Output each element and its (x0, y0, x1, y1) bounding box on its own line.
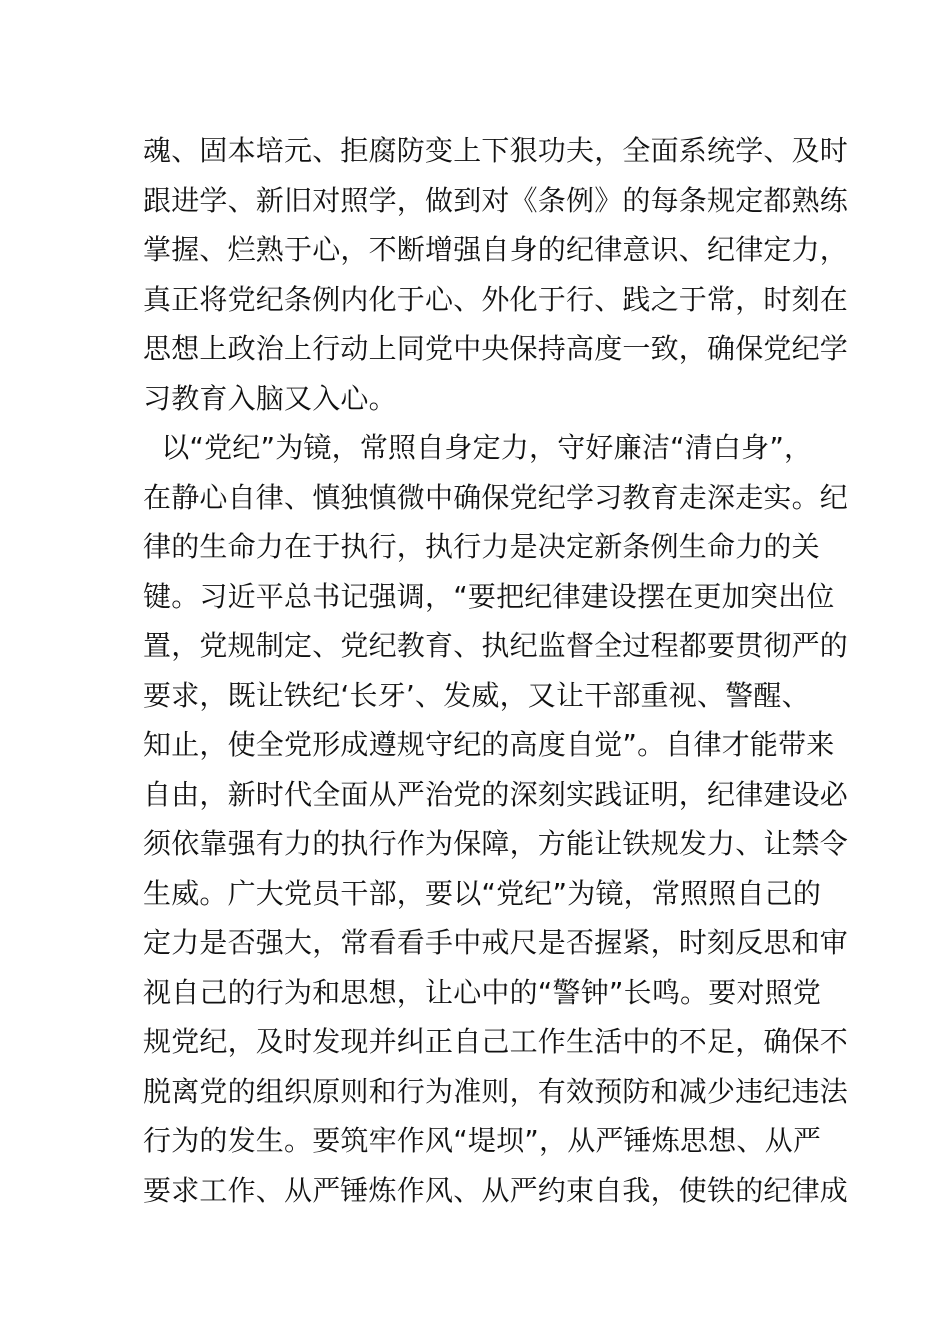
text-line: 知止，使全党形成遵规守纪的高度自觉”。自律才能带来 (143, 728, 835, 761)
text-line: 视自己的行为和思想，让心中的“警钟”长鸣。要对照党 (143, 976, 822, 1009)
text-line: 自由，新时代全面从严治党的深刻实践证明，纪律建设必 (143, 778, 849, 811)
text-line: 以“党纪”为镜，常照自身定力，守好廉洁“清白身”， (143, 431, 813, 464)
text-line: 须依靠强有力的执行作为保障，方能让铁规发力、让禁令 (143, 827, 849, 860)
text-line: 在静心自律、慎独慎微中确保党纪学习教育走深走实。纪 (143, 481, 849, 514)
text-line: 跟进学、新旧对照学，做到对《条例》的每条规定都熟练 (143, 184, 849, 217)
text-line: 真正将党纪条例内化于心、外化于行、践之于常，时刻在 (143, 283, 849, 316)
text-line: 律的生命力在于执行，执行力是决定新条例生命力的关 (143, 530, 820, 563)
text-line: 规党纪，及时发现并纠正自己工作生活中的不足，确保不 (143, 1025, 849, 1058)
text-line: 思想上政治上行动上同党中央保持高度一致，确保党纪学 (143, 332, 849, 365)
text-line: 魂、固本培元、拒腐防变上下狠功夫，全面系统学、及时 (143, 134, 849, 167)
text-line: 键。习近平总书记强调，“要把纪律建设摆在更加突出位 (143, 580, 835, 613)
text-line: 脱离党的组织原则和行为准则，有效预防和减少违纪违法 (143, 1075, 849, 1108)
text-line: 习教育入脑又入心。 (143, 382, 397, 415)
text-line: 要求，既让铁纪‘长牙’、发威，又让干部重视、警醒、 (143, 679, 810, 712)
text-line: 置，党规制定、党纪教育、执纪监督全过程都要贯彻严的 (143, 629, 849, 662)
text-line: 定力是否强大，常看看手中戒尺是否握紧，时刻反思和审 (143, 926, 849, 959)
text-line: 行为的发生。要筑牢作风“堤坝”，从严锤炼思想、从严 (143, 1124, 822, 1157)
text-line: 要求工作、从严锤炼作风、从严约束自我，使铁的纪律成 (143, 1174, 849, 1207)
text-line: 掌握、烂熟于心，不断增强自身的纪律意识、纪律定力， (143, 233, 849, 266)
text-line: 生威。广大党员干部，要以“党纪”为镜，常照照自己的 (143, 877, 822, 910)
